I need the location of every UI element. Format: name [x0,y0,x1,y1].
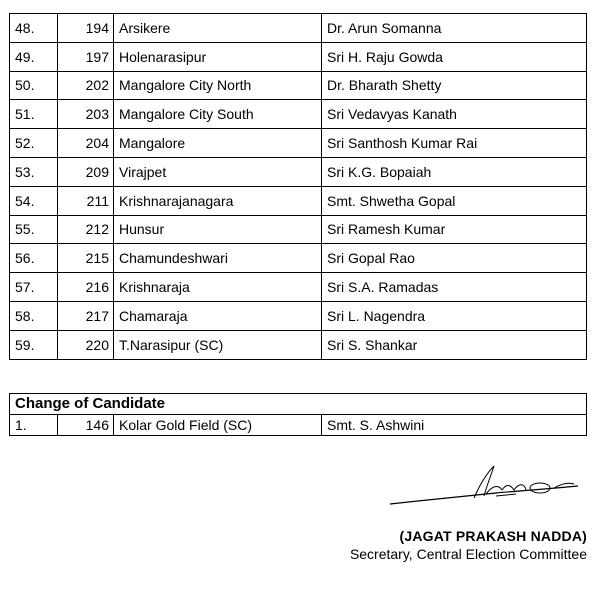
candidate-name-cell: Smt. Shwetha Gopal [322,186,587,215]
serial-number-cell: 49. [10,42,58,71]
serial-number-cell: 56. [10,244,58,273]
candidate-name-cell: Sri S. Shankar [322,330,587,359]
candidate-name-cell: Dr. Arun Somanna [322,14,587,43]
candidate-name-cell: Sri Gopal Rao [322,244,587,273]
constituency-number-cell: 202 [58,71,114,100]
candidate-list-body [10,14,587,360]
constituency-number-cell: 212 [58,215,114,244]
serial-number-cell: 53. [10,157,58,186]
change-of-candidate-body [10,394,587,436]
constituency-number-cell: 215 [58,244,114,273]
table-row [10,244,587,273]
candidate-name-cell: Sri Ramesh Kumar [322,215,587,244]
serial-number-cell: 51. [10,100,58,129]
serial-number-cell: 57. [10,273,58,302]
section-title: Change of Candidate [10,394,587,415]
constituency-number-cell: 211 [58,186,114,215]
constituency-name-cell: Krishnaraja [114,273,322,302]
signature-image [386,460,586,520]
constituency-name-cell: T.Narasipur (SC) [114,330,322,359]
table-row [10,157,587,186]
table-row [10,215,587,244]
table-row [10,42,587,71]
constituency-number-cell: 217 [58,301,114,330]
serial-number-cell: 50. [10,71,58,100]
serial-number-cell: 48. [10,14,58,43]
serial-number-cell: 58. [10,301,58,330]
candidate-name-cell: Smt. S. Ashwini [322,415,587,436]
constituency-name-cell: Holenarasipur [114,42,322,71]
constituency-number-cell: 220 [58,330,114,359]
table-row [10,186,587,215]
candidate-name-cell: Sri H. Raju Gowda [322,42,587,71]
constituency-name-cell: Hunsur [114,215,322,244]
constituency-number-cell: 146 [58,415,114,436]
candidate-name-cell: Sri Santhosh Kumar Rai [322,129,587,158]
constituency-name-cell: Chamaraja [114,301,322,330]
candidate-name-cell: Dr. Bharath Shetty [322,71,587,100]
constituency-number-cell: 204 [58,129,114,158]
serial-number-cell: 59. [10,330,58,359]
candidate-list-table [9,13,587,360]
constituency-name-cell: Kolar Gold Field (SC) [114,415,322,436]
change-of-candidate-table [9,393,587,436]
section-header-row [10,394,587,415]
constituency-number-cell: 197 [58,42,114,71]
constituency-name-cell: Krishnarajanagara [114,186,322,215]
serial-number-cell: 52. [10,129,58,158]
constituency-number-cell: 209 [58,157,114,186]
table-row [10,100,587,129]
candidate-name-cell: Sri K.G. Bopaiah [322,157,587,186]
constituency-name-cell: Arsikere [114,14,322,43]
constituency-number-cell: 194 [58,14,114,43]
constituency-number-cell: 203 [58,100,114,129]
candidate-name-cell: Sri L. Nagendra [322,301,587,330]
serial-number-cell: 55. [10,215,58,244]
signatory-name: (JAGAT PRAKASH NADDA) [399,528,587,544]
table-row [10,71,587,100]
constituency-name-cell: Mangalore [114,129,322,158]
constituency-name-cell: Mangalore City South [114,100,322,129]
constituency-name-cell: Chamundeshwari [114,244,322,273]
table-row [10,14,587,43]
constituency-name-cell: Virajpet [114,157,322,186]
table-row [10,301,587,330]
table-row [10,415,587,436]
candidate-name-cell: Sri Vedavyas Kanath [322,100,587,129]
constituency-name-cell: Mangalore City North [114,71,322,100]
signatory-designation: Secretary, Central Election Committee [349,546,587,562]
candidate-name-cell: Sri S.A. Ramadas [322,273,587,302]
serial-number-cell: 1. [10,415,58,436]
table-row [10,273,587,302]
serial-number-cell: 54. [10,186,58,215]
table-row [10,129,587,158]
table-row [10,330,587,359]
constituency-number-cell: 216 [58,273,114,302]
